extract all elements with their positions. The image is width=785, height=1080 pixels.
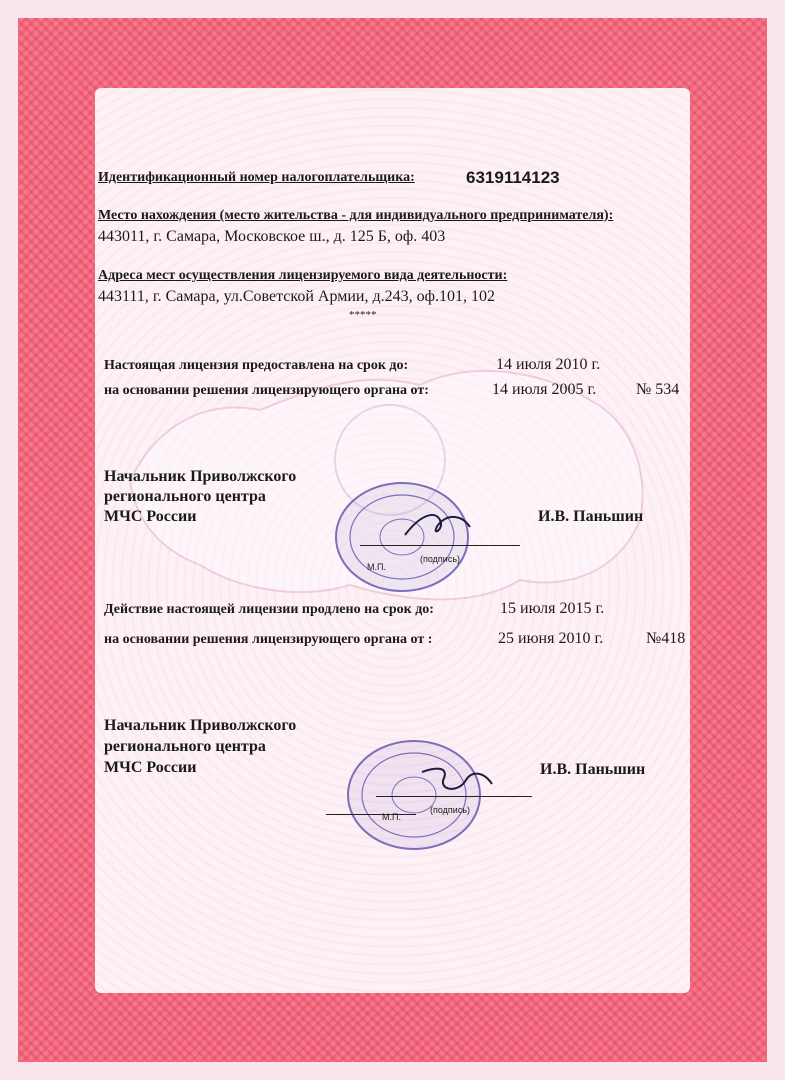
term1-number: № 534: [636, 381, 680, 398]
sign1-title-line2: регионального центра: [104, 488, 266, 505]
sign2-title-line3: МЧС России: [104, 759, 197, 776]
term2-basis-date: 25 июня 2010 г.: [498, 630, 604, 647]
sign1-title-line1: Начальник Приволжского: [104, 468, 297, 485]
term2-number: №418: [646, 630, 686, 647]
term2-label: Действие настоящей лицензии продлено на срок до:: [104, 602, 434, 617]
sign2-signature-caption: (подпись): [430, 805, 471, 815]
signature-line-1: [360, 545, 520, 546]
sign2-mp: М.П.: [382, 812, 401, 822]
handwritten-signature-1: [400, 505, 480, 545]
term2-date: 15 июля 2015 г.: [500, 600, 605, 617]
location-value: 443011, г. Самара, Московское ш., д. 125 Б, оф. 403: [98, 228, 446, 245]
activity-address-label: Адреса мест осуществления лицензируемого вида деятельности:: [98, 268, 508, 283]
sign1-signature-caption: (подпись): [420, 554, 461, 564]
location-label: Место нахождения (место жительства - для индивидуального предпринимателя):: [98, 208, 614, 223]
sign1-title-line3: МЧС России: [104, 508, 197, 525]
sign2-title-line1: Начальник Приволжского: [104, 717, 297, 734]
separator: *****: [349, 309, 377, 321]
term1-basis-date: 14 июля 2005 г.: [492, 381, 597, 398]
sign1-mp: М.П.: [367, 562, 386, 572]
term1-basis-label: на основании решения лицензирующего органа от:: [104, 383, 429, 398]
sign2-title-line2: регионального центра: [104, 738, 266, 755]
inn-value: 6319114123: [466, 168, 560, 187]
inn-label: Идентификационный номер налогоплательщика:: [98, 170, 415, 185]
signature-stroke-2: [326, 814, 416, 815]
handwritten-signature-2: [418, 760, 498, 800]
signature-line-2: [376, 796, 532, 797]
sign2-name: И.В. Паньшин: [540, 761, 646, 778]
term1-label: Настоящая лицензия предоставлена на срок до:: [104, 358, 409, 373]
term2-basis-label: на основании решения лицензирующего органа от :: [104, 632, 433, 647]
sign1-name: И.В. Паньшин: [538, 508, 644, 525]
activity-address-value: 443111, г. Самара, ул.Советской Армии, д.243, оф.101, 102: [98, 288, 495, 305]
term1-date: 14 июля 2010 г.: [496, 356, 601, 373]
